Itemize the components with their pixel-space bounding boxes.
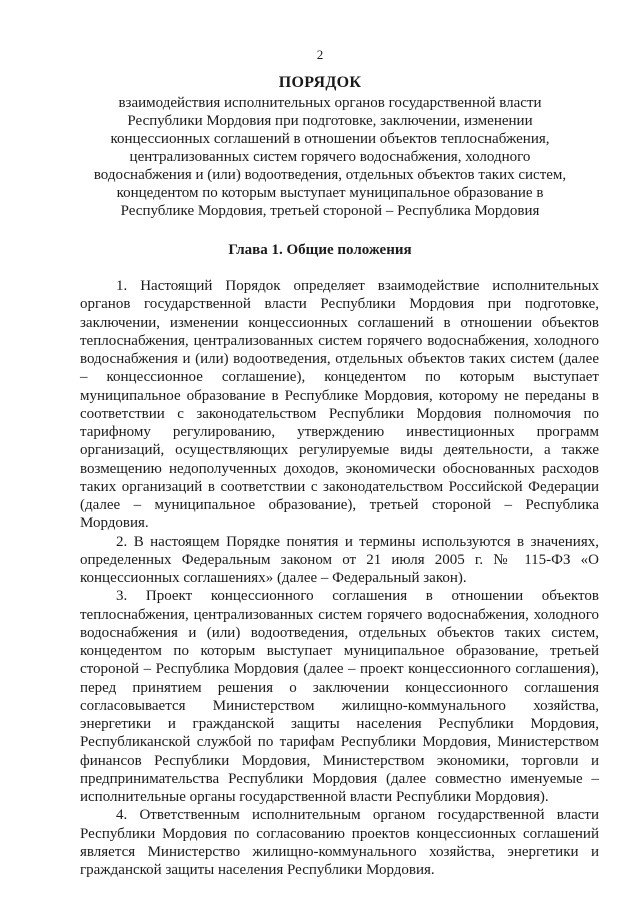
chapter-heading: Глава 1. Общие положения (228, 242, 412, 258)
page-number: 2 (316, 47, 324, 62)
paragraph-1: 1. Настоящий Порядок определяет взаимодействие исполнительных органов государственной власти Республики Мордовия при подготовке, заключении, изменении концессионных соглашений в отношении объектов теплоснабжения, централизованных систем горячего водоснабжения, холодного водоснабжения и (или) водоотведения, отдельных объектов таких систем (далее – концессионное соглашение), концедентом по которым выступает муниципальное образование в Республике Мордовия, которому не переданы в соответствии с законодательством Республики Мордовия полномочия по тарифному регулированию, утверждению инвестиционных программ организаций, осуществляющих регулируемые виды деятельности, а также возмещению недополученных доходов, экономически обоснованных расходов таких организаций в соответствии с законодательством Российской Федерации (далее – муниципальное образование), третьей стороной – Республика Мордовия. (80, 278, 599, 532)
document-body (80, 277, 599, 879)
document-subtitle: взаимодействия исполнительных органов государственной власти Республики Мордовия при подготовке, заключении, изменении концессионных соглашений в отношении объектов теплоснабжения, централизованных систем горячего водоснабжения, холодного водоснабжения и (или) водоотведения, отдельных объектов таких систем, концедентом по которым выступает муниципальное образование в Республике Мордовия, третьей стороной – Республика Мордовия (93, 95, 567, 219)
paragraph-3: 3. Проект концессионного соглашения в отношении объектов теплоснабжения, централизованных систем горячего водоснабжения, холодного водоснабжения и (или) водоотведения, отдельных объектов таких систем, концедентом по которым выступает муниципальное образование, третьей стороной – Республика Мордовия (далее – проект концессионного соглашения), перед принятием решения о заключении концессионного соглашения согласовывается Министерством жилищно-коммунального хозяйства, энергетики и гражданской защиты населения Республики Мордовия, Республиканской службой по тарифам Республики Мордовия, Министерством финансов Республики Мордовия, Министерством экономики, торговли и предпринимательства Республики Мордовия (далее совместно именуемые – исполнительные органы государственной власти Республики Мордовия). (80, 588, 599, 805)
paragraph-2: 2. В настоящем Порядке понятия и термины используются в значениях, определенных Федеральным законом от 21 июля 2005 г. № 115-ФЗ «О концессионных соглашениях» (далее – Федеральный закон). (80, 533, 599, 586)
document-title: ПОРЯДОК (278, 74, 362, 91)
paragraph-4: 4. Ответственным исполнительным органом государственной власти Республики Мордовия по согласованию проектов концессионных соглашений является Министерство жилищно-коммунального хозяйства, энергетики и гражданской защиты населения Республики Мордовия. (80, 807, 599, 878)
